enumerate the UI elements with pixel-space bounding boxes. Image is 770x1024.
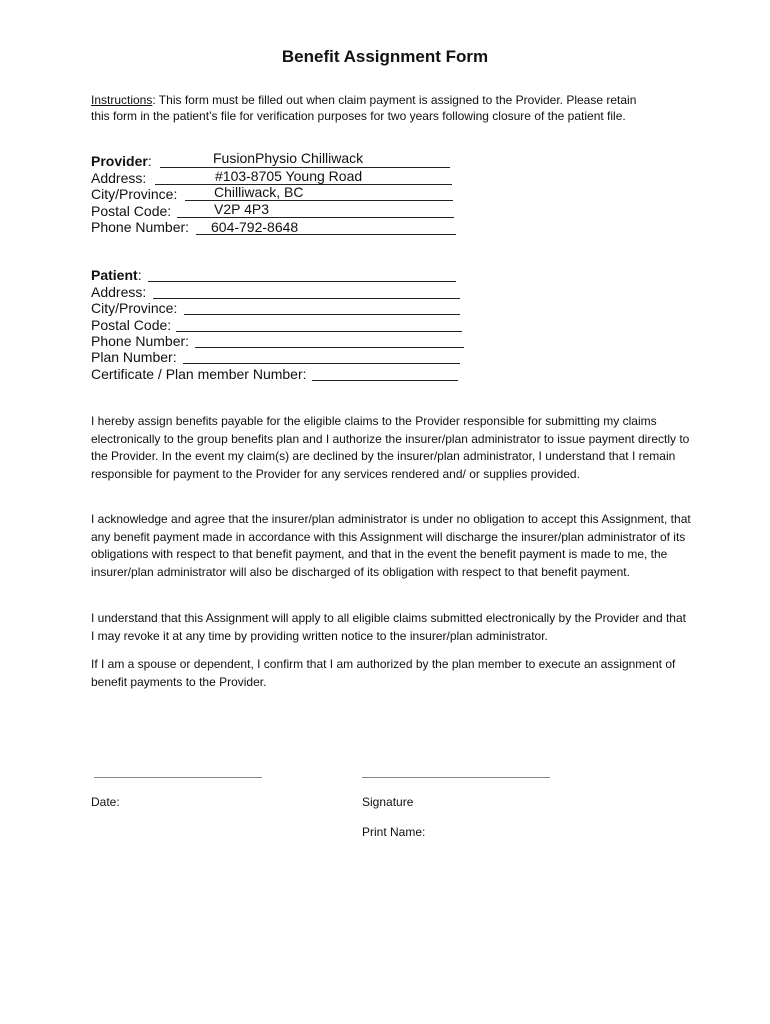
instructions-label: Instructions: [91, 93, 153, 107]
patient-plan-label: Plan Number:: [91, 349, 177, 365]
patient-city-label: City/Province:: [91, 300, 178, 316]
provider-heading: Provider: [91, 153, 148, 169]
provider-name-value: FusionPhysio Chilliwack: [213, 150, 364, 166]
signature-label: Signature: [362, 795, 414, 809]
instructions-line2: this form in the patient’s file for verification purposes for two years following closure of the patient file.: [91, 109, 626, 123]
patient-address-label: Address:: [91, 284, 147, 300]
paragraph-dependent: If I am a spouse or dependent, I confirm that I am authorized by the plan member to execute an assignment of benefit payments to the Provider.: [91, 657, 676, 689]
instructions: [91, 92, 691, 124]
provider-postal-value: V2P 4P3: [214, 201, 270, 217]
paragraph-assignment: I hereby assign benefits payable for the eligible claims to the Provider responsible for submitting my claims electronically to the group benefits plan and I authorize the insurer/plan administrator to issue payment directly to the Provider. In the event my claim(s) are declined by the insurer/plan administrator, I understand that I remain responsible for payment to the Provider for any services rendered and/ or supplies provided.: [91, 414, 690, 481]
patient-heading-row: Patient:: [91, 267, 142, 283]
instructions-line1: : This form must be filled out when claim payment is assigned to the Provider. Please retain: [152, 93, 637, 107]
paragraph-scope: I understand that this Assignment will apply to all eligible claims submitted electronically by the Provider and that I may revoke it at any time by providing written notice to the insurer/plan administrator.: [91, 611, 686, 643]
patient-heading: Patient: [91, 267, 138, 283]
provider-address-label: Address:: [91, 170, 147, 186]
patient-postal-field[interactable]: [176, 317, 462, 332]
patient-postal-label: Postal Code:: [91, 317, 172, 333]
patient-plan-field[interactable]: [183, 349, 460, 364]
provider-heading-row: Provider:: [91, 153, 152, 169]
patient-address-field[interactable]: [153, 284, 460, 299]
form-title: Benefit Assignment Form: [281, 47, 489, 66]
paragraph-acknowledgement: I acknowledge and agree that the insurer/plan administrator is under no obligation to accept this Assignment, that any benefit payment made in accordance with this Assignment will discharge the insurer/plan administrator of its obligations with respect to that benefit payment, and that in the event the benefit payment is made to me, the insurer/plan administrator will also be discharged of its obligation with respect to that benefit payment.: [91, 512, 691, 579]
signature-line[interactable]: [362, 776, 550, 778]
patient-phone-field[interactable]: [195, 333, 464, 348]
patient-certificate-label: Certificate / Plan member Number:: [91, 366, 307, 382]
patient-certificate-field[interactable]: [312, 366, 458, 381]
provider-phone-label: Phone Number:: [91, 219, 190, 235]
patient-city-field[interactable]: [184, 300, 460, 315]
date-label: Date:: [91, 795, 120, 809]
provider-postal-label: Postal Code:: [91, 203, 172, 219]
provider-phone-value: 604-792-8648: [211, 219, 299, 235]
provider-address-value: #103-8705 Young Road: [215, 168, 363, 184]
patient-name-field[interactable]: [148, 267, 456, 282]
provider-city-value: Chilliwack, BC: [214, 184, 304, 200]
provider-city-label: City/Province:: [91, 186, 178, 202]
patient-phone-label: Phone Number:: [91, 333, 190, 349]
print-name-label: Print Name:: [362, 825, 426, 839]
date-line[interactable]: [94, 776, 262, 778]
